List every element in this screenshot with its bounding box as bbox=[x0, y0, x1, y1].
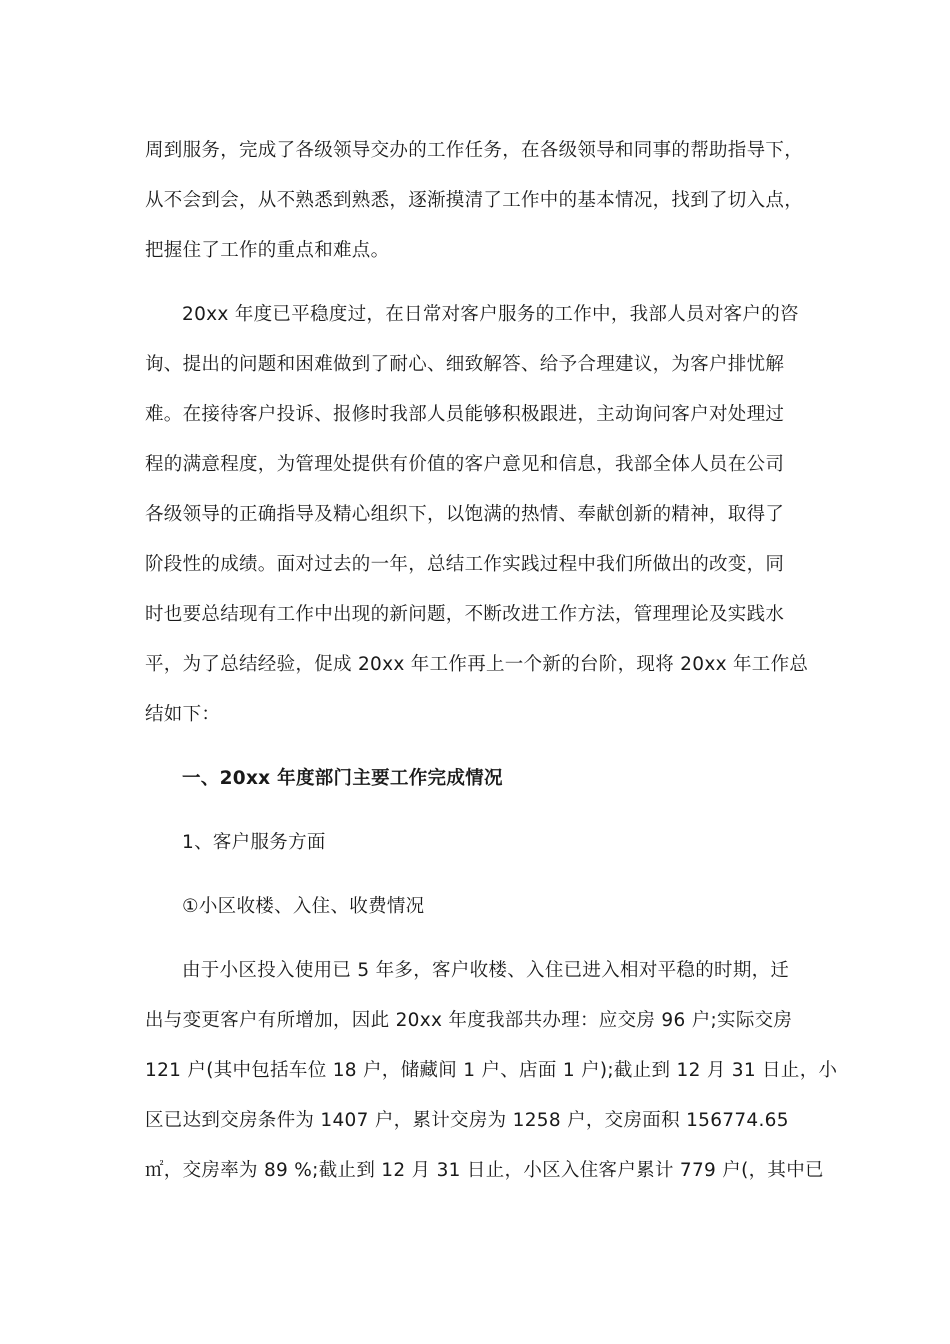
paragraph-line: 结如下： bbox=[145, 704, 221, 725]
subsection-heading: 1、客户服务方面 bbox=[182, 832, 326, 853]
paragraph-line: 阶段性的成绩。面对过去的一年，总结工作实践过程中我们所做出的改变，同 bbox=[145, 554, 785, 575]
paragraph-line: 平，为了总结经验，促成 20xx 年工作再上一个新的台阶，现将 20xx 年工作总 bbox=[145, 654, 809, 675]
paragraph-line: 从不会到会，从不熟悉到熟悉，逐渐摸清了工作中的基本情况，找到了切入点， bbox=[145, 190, 804, 211]
paragraph-line: 程的满意程度，为管理处提供有价值的客户意见和信息，我部全体人员在公司 bbox=[145, 454, 785, 475]
paragraph-line: 询、提出的问题和困难做到了耐心、细致解答、给予合理建议，为客户排忧解 bbox=[145, 354, 785, 375]
paragraph-line: 121 户(其中包括车位 18 户，储藏间 1 户、店面 1 户);截止到 12 月 31 日止，小 bbox=[145, 1060, 838, 1081]
paragraph-line: 周到服务，完成了各级领导交办的工作任务，在各级领导和同事的帮助指导下， bbox=[145, 140, 804, 161]
paragraph-line: 由于小区投入使用已 5 年多，客户收楼、入住已进入相对平稳的时期，迁 bbox=[182, 960, 790, 981]
paragraph-line: 区已达到交房条件为 1407 户，累计交房为 1258 户，交房面积 156774.65 bbox=[145, 1110, 789, 1131]
paragraph-line: 把握住了工作的重点和难点。 bbox=[145, 240, 390, 261]
paragraph-line: ㎡，交房率为 89 %;截止到 12 月 31 日止，小区入住客户累计 779 户(，其中已 bbox=[145, 1160, 824, 1181]
paragraph-line: 出与变更客户有所增加，因此 20xx 年度我部共办理：应交房 96 户;实际交房 bbox=[145, 1010, 793, 1031]
paragraph-line: 各级领导的正确指导及精心组织下，以饱满的热情、奉献创新的精神，取得了 bbox=[145, 504, 785, 525]
section-heading: 一、20xx 年度部门主要工作完成情况 bbox=[182, 768, 503, 789]
subsection-item-heading: ①小区收楼、入住、收费情况 bbox=[182, 896, 425, 917]
paragraph-line: 难。在接待客户投诉、报修时我部人员能够积极跟进，主动询问客户对处理过 bbox=[145, 404, 785, 425]
paragraph-line: 20xx 年度已平稳度过，在日常对客户服务的工作中，我部人员对客户的咨 bbox=[182, 304, 799, 325]
paragraph-line: 时也要总结现有工作中出现的新问题，不断改进工作方法，管理理论及实践水 bbox=[145, 604, 785, 625]
